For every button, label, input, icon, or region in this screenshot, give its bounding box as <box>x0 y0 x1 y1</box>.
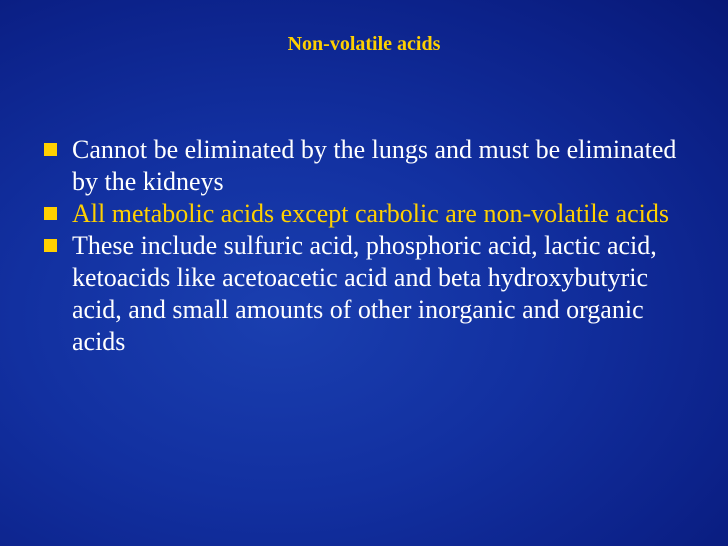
bullet-text-3: These include sulfuric acid, phosphoric acid, lactic acid, ketoacids like acetoacetic acid and beta hydroxybutyric acid, and small amounts of other inorganic and organic acids <box>72 231 657 356</box>
bullet-item-3 <box>0 230 728 358</box>
bullet-text-2: All metabolic acids except carbolic are non-volatile acids <box>72 199 670 228</box>
slide-title: Non-volatile acids <box>287 33 441 55</box>
square-bullet-icon <box>44 207 57 220</box>
square-bullet-icon <box>44 143 57 156</box>
bullet-text-1: Cannot be eliminated by the lungs and must be eliminated by the kidneys <box>72 135 677 196</box>
bullet-list <box>0 134 728 358</box>
square-bullet-icon <box>44 239 57 252</box>
bullet-item-1 <box>0 134 728 198</box>
bullet-item-2 <box>0 198 728 230</box>
